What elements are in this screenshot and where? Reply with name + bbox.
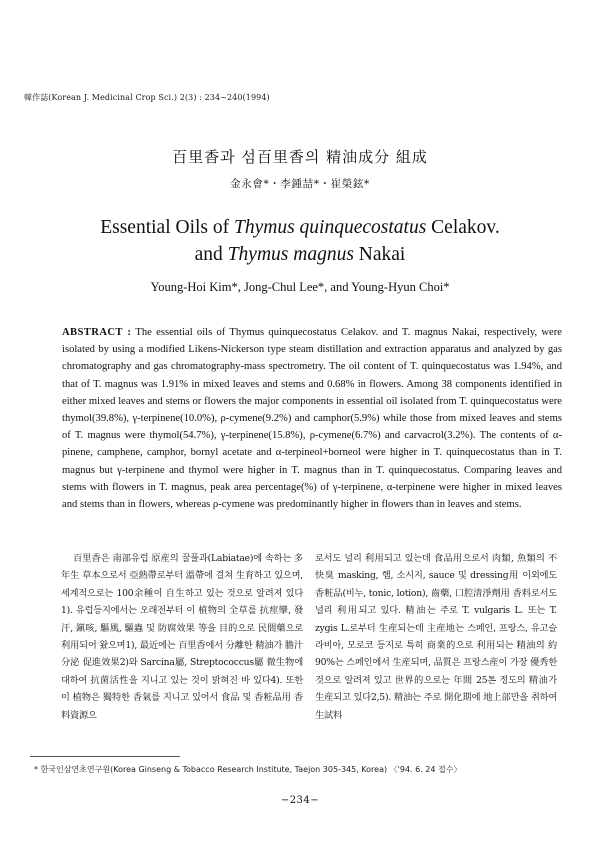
body-paragraph-left: 百里香은 南部유럽 原産의 꿀풀과(Labiatae)에 속하는 多年生 草本으로서 亞熱帶로부터 溫帶에 걸쳐 生育하고 있으며, 세계적으로는 100余種이 自生하고 있는 것으로 알려져 있다1). 유럽등지에서는 오래전부터 이 植物의 全草를 抗痙攣, 發汗, 鎭咳, 驅風, 驅蟲 및 防腐效果 等을 目的으로 民間藥으로 利用되어 왔으며1), 最近에는 百里香에서 分離한 精油가 膽汁分泌 促進效果2)와 Sarcina屬, Streptococcus屬 微生物에 대하여 抗菌活性을 지니고 있는 것이 밝혀진 바 있다4). 또한 이 植物은 獨特한 香氣를 지니고 있어서 食品 및 香粧品用 香料資源으 xyxy=(61,553,303,721)
body-column-right xyxy=(315,550,557,724)
english-title-line-2-suffix: Nakai xyxy=(353,244,406,265)
english-title xyxy=(0,214,600,268)
body-paragraph-right: 로서도 널리 利用되고 있는데 食品用으로서 肉類, 魚類의 不快臭 masking, 햄, 소시지, sauce 및 dressing用 이외에도 香粧品(비누, tonic, lotion), 齒藥, 口腔清淨劑用 香料로서도 널리 利用되고 있다. 精油는 주로 T. vulgaris L. 또는 T. zygis L.로부터 生産되는데 主産地는 스페인, 프랑스, 유고슬라비아, 모로코 등지로 특히 商業的으로 利用되는 精油의 約 90%는 스페인에서 生産되며, 品質은 프랑스産이 가장 優秀한 것으로 알려져 있고 世界的으로는 年間 25톤 정도의 精油가 生産되고 있다2,5). 精油는 주로 開化期에 地上部만을 취하여 生試料 xyxy=(315,553,557,721)
english-authors: Young-Hoi Kim*, Jong-Chul Lee*, and Young-Hyun Choi* xyxy=(150,280,450,294)
english-title-line-1-prefix: Essential Oils of xyxy=(100,217,234,238)
english-title-line-2-prefix: and xyxy=(194,244,228,265)
abstract-text: The essential oils of Thymus quinquecostatus Celakov. and T. magnus Nakai, respectively, were isolated by using a modified Likens-Nickerson type steam distillation and extraction apparatus and analyzed by gas chromatography and gas chromatography-mass spectrometry. The oil content of T. quinquecostatus was 1.94%, and that of T. magnus was 1.91% in mixed leaves and stems and 0.68% in flowers. Among 38 components identified in either mixed leaves and stems or flowers the major components in essential oil isolated from T. quinquecostatus were thymol(39.8%), γ-terpinene(10.0%), ρ-cymene(9.2%) and camphor(5.9%) while those from mixed leaves and stems of T. magnus were thymol(54.7%), γ-terpinene(15.8%), ρ-cymene(6.7%) and carvacrol(3.2%). The contents of α-pinene, camphene, camphor, bornyl acetate and α-terpineol+borneol were higher in T. quinquecostatus than in T. magnus but γ-terpinene and thymol were higher in T. magnus than in T. quinquecostatus. Comparing leaves and stems with flowers in T. magnus, peak area percentage(%) of γ-terpinene, α-terpinene were higher in mixed leaves and stems than in flowers, whereas ρ-cymene was predominantly higher in flowers than in leaves and stems. xyxy=(62,327,562,511)
abstract-label: ABSTRACT : xyxy=(62,327,132,338)
english-title-line-2-species: Thymus magnus xyxy=(227,244,354,265)
english-title-line-1-species: Thymus quinquecostatus xyxy=(234,217,427,238)
body-column-left xyxy=(61,550,303,724)
korean-title: 百里香과 섬百里香의 精油成分 組成 xyxy=(172,148,428,166)
abstract xyxy=(62,324,562,513)
english-title-line-2 xyxy=(0,241,600,268)
english-title-line-1 xyxy=(0,214,600,241)
korean-authors: 金永會*・李鍾喆*・崔榮鉉* xyxy=(230,178,370,190)
english-title-line-1-suffix: Celakov. xyxy=(426,217,500,238)
page-number: −234− xyxy=(280,795,320,806)
footnote-divider xyxy=(30,756,180,757)
footnote: * 한국인삼연초연구원(Korea Ginseng & Tobacco Research Institute, Taejon 305-345, Korea) 〈'94. 6. 24 접수〉 xyxy=(34,765,462,774)
journal-citation: 韓作誌(Korean J. Medicinal Crop Sci.) 2(3) : 234~240(1994) xyxy=(24,93,270,102)
